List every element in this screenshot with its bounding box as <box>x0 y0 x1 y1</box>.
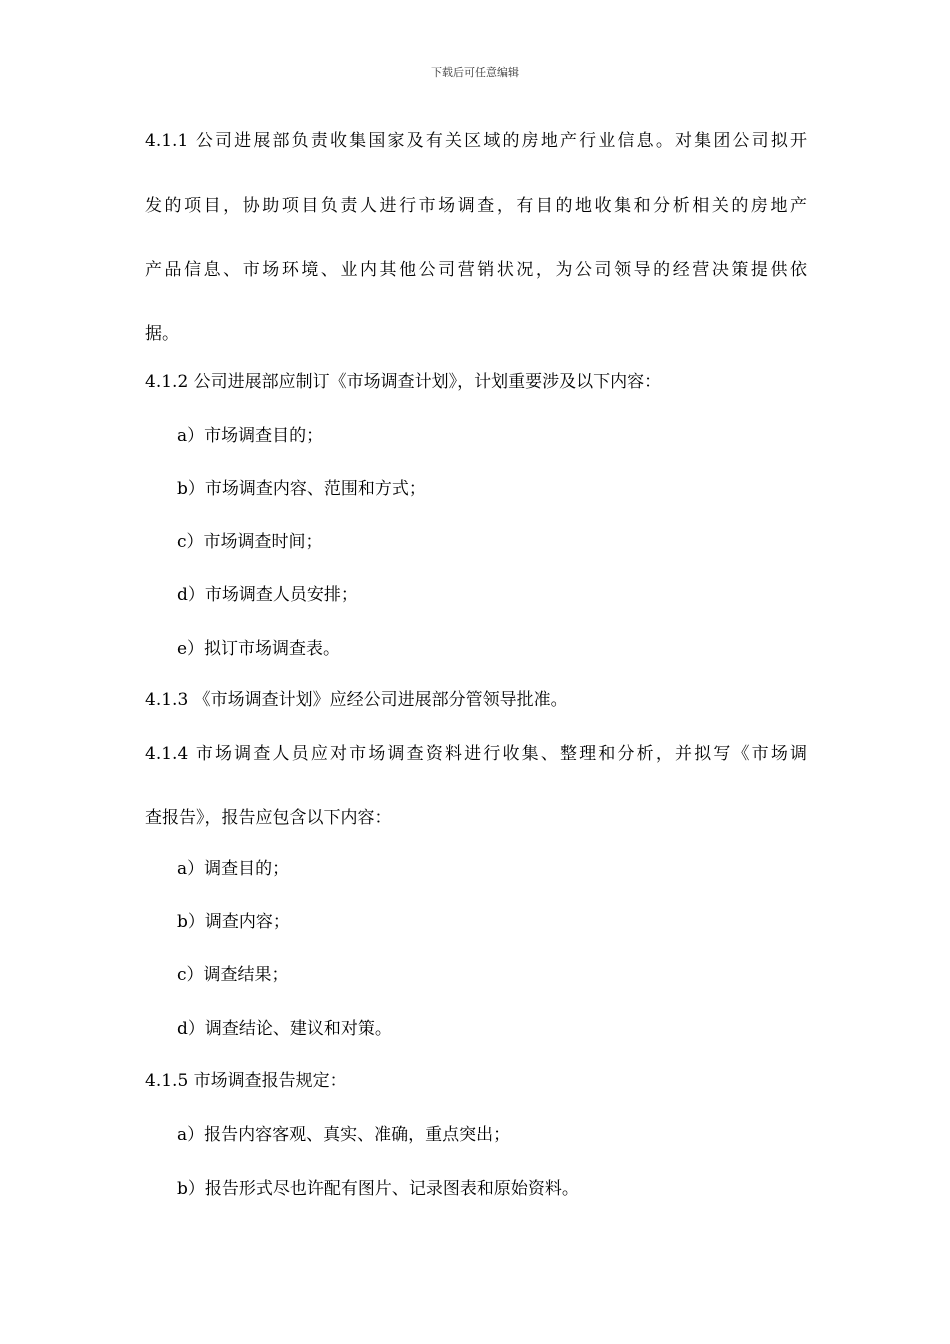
section-4-1-1-line-4: 据。 <box>145 324 179 344</box>
header-note: 下载后可任意编辑 <box>431 66 519 79</box>
section-4-1-2-item-c: c）市场调查时间； <box>177 532 323 552</box>
section-4-1-4-line-1: 4.1.4 市场调查人员应对市场调查资料进行收集、整理和分析，并拟写《市场调 <box>145 744 807 764</box>
section-4-1-1-line-2: 发的项目，协助项目负责人进行市场调查，有目的地收集和分析相关的房地产 <box>145 196 807 216</box>
section-4-1-5-heading: 4.1.5 市场调查报告规定： <box>145 1071 347 1091</box>
section-4-1-2-heading: 4.1.2 公司进展部应制订《市场调查计划》，计划重要涉及以下内容： <box>145 372 662 392</box>
section-4-1-2-item-a: a）市场调查目的； <box>177 426 324 446</box>
section-4-1-3-heading: 4.1.3 《市场调查计划》应经公司进展部分管领导批准。 <box>145 690 568 710</box>
section-4-1-4-item-d: d）调查结论、建议和对策。 <box>177 1019 392 1039</box>
section-4-1-2-item-e: e）拟订市场调查表。 <box>177 639 341 659</box>
section-4-1-5-item-a: a）报告内容客观、真实、准确，重点突出； <box>177 1125 511 1145</box>
section-4-1-2-item-d: d）市场调查人员安排； <box>177 585 358 605</box>
section-4-1-1-line-1: 4.1.1 公司进展部负责收集国家及有关区域的房地产行业信息。对集团公司拟开 <box>145 131 807 151</box>
section-4-1-4-line-2: 查报告》，报告应包含以下内容： <box>145 808 392 828</box>
section-4-1-4-item-c: c）调查结果； <box>177 965 289 985</box>
section-4-1-4-item-b: b）调查内容； <box>177 912 290 932</box>
section-4-1-5-item-b: b）报告形式尽也许配有图片、记录图表和原始资料。 <box>177 1179 579 1199</box>
section-4-1-1-line-3: 产品信息、市场环境、业内其他公司营销状况，为公司领导的经营决策提供依 <box>145 260 807 280</box>
section-4-1-2-item-b: b）市场调查内容、范围和方式； <box>177 479 426 499</box>
section-4-1-4-item-a: a）调查目的； <box>177 859 290 879</box>
